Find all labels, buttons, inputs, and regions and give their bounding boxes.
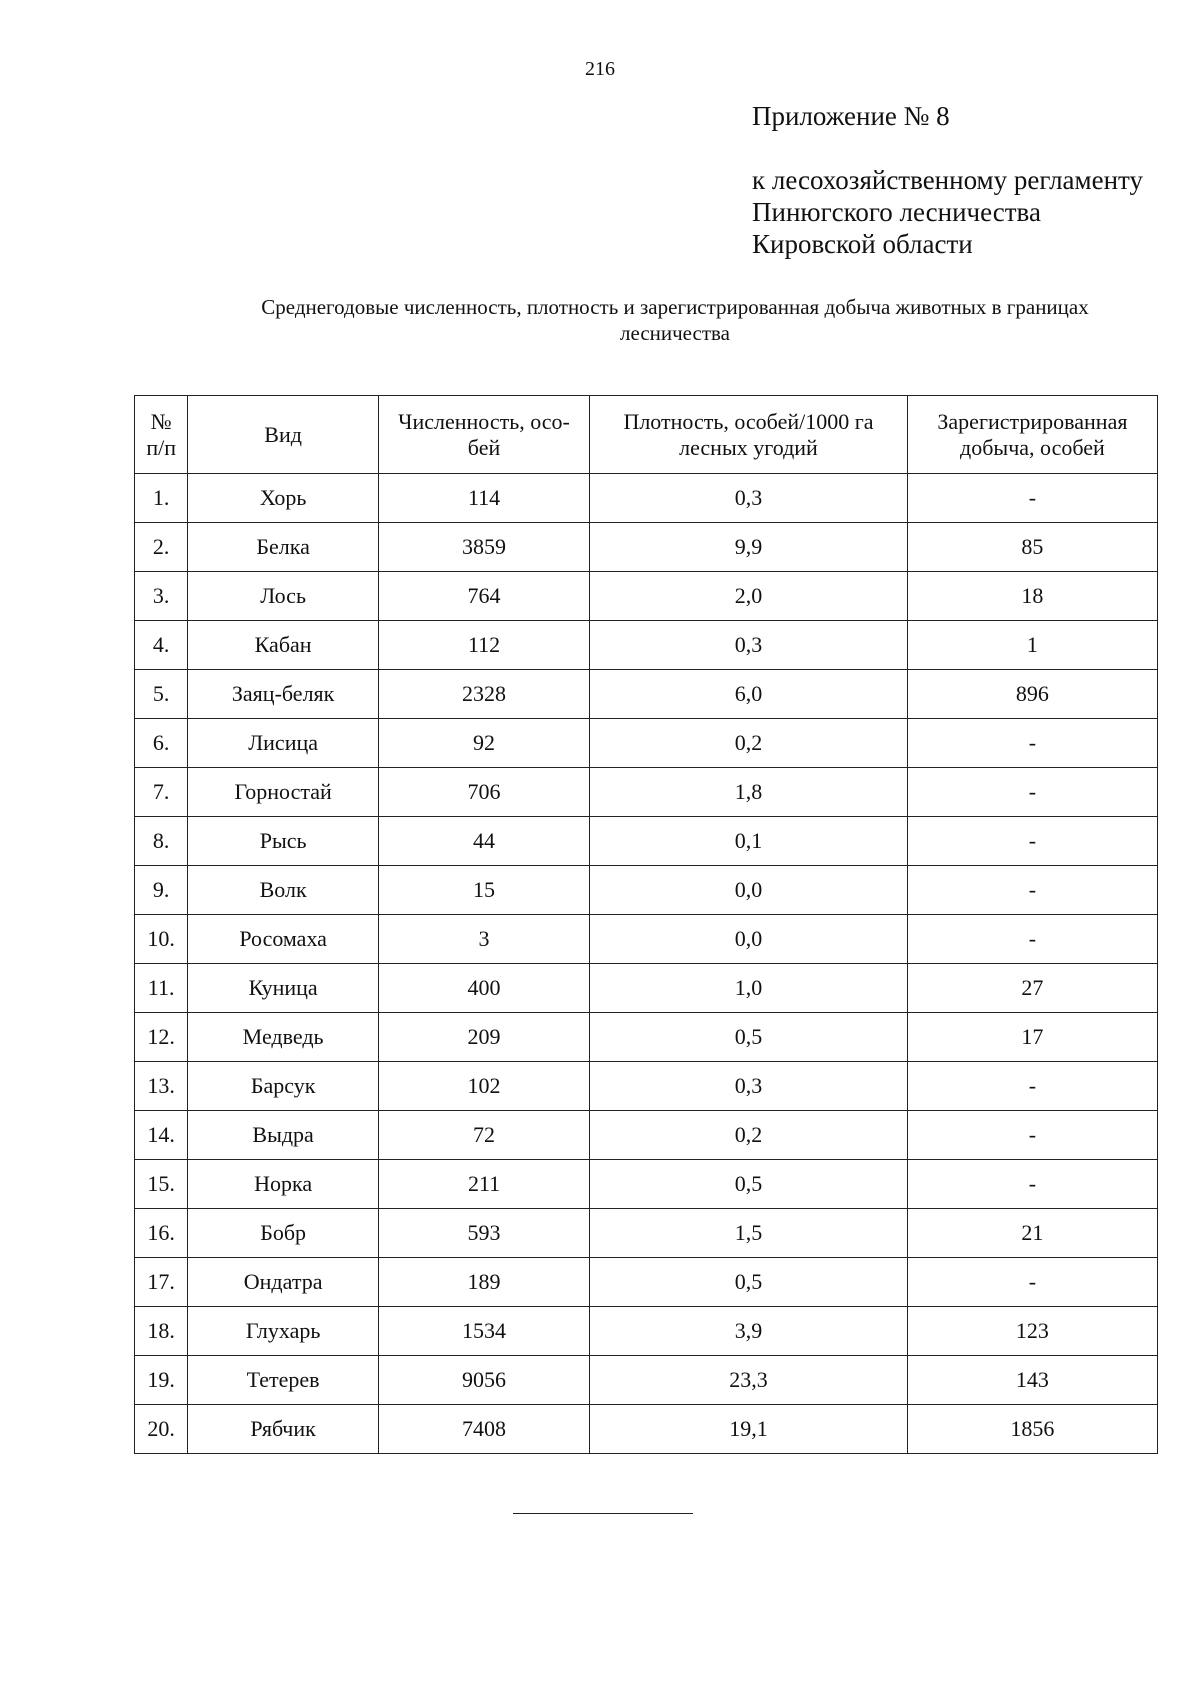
cell-num: 15. [135,1160,188,1209]
cell-num: 14. [135,1111,188,1160]
cell-species: Заяц-беляк [188,670,379,719]
cell-species: Барсук [188,1062,379,1111]
table-row [135,1062,1158,1111]
cell-harvest: 21 [907,1209,1157,1258]
cell-harvest: 1 [907,621,1157,670]
cell-num: 13. [135,1062,188,1111]
document-title-line: Среднегодовые численность, плотность и зарегистрированная добыча животных в границах [261,295,1089,319]
cell-num: 20. [135,1405,188,1454]
cell-harvest: - [907,1062,1157,1111]
header-density [590,396,908,474]
header-count [378,396,589,474]
table-row [135,768,1158,817]
table-row [135,866,1158,915]
cell-count: 9056 [378,1356,589,1405]
cell-harvest: - [907,817,1157,866]
cell-density: 23,3 [590,1356,908,1405]
header-count-line: Численность, осо- [398,408,570,434]
cell-species: Куница [188,964,379,1013]
header-number [135,396,188,474]
table-row [135,572,1158,621]
cell-harvest: 143 [907,1356,1157,1405]
cell-num: 17. [135,1258,188,1307]
cell-harvest: - [907,474,1157,523]
cell-num: 2. [135,523,188,572]
cell-num: 3. [135,572,188,621]
cell-species: Кабан [188,621,379,670]
cell-density: 0,3 [590,1062,908,1111]
table-row [135,1111,1158,1160]
cell-num: 18. [135,1307,188,1356]
appendix-title: Приложение № 8 [752,101,950,131]
cell-harvest: - [907,1258,1157,1307]
header-count-line: бей [467,434,501,460]
header-number-line: п/п [146,434,176,460]
cell-num: 1. [135,474,188,523]
cell-count: 114 [378,474,589,523]
cell-species: Лисица [188,719,379,768]
table-body [135,474,1158,1454]
page-number: 216 [585,58,615,80]
header-harvest [907,396,1157,474]
cell-density: 0,3 [590,621,908,670]
table-row [135,915,1158,964]
table-row [135,474,1158,523]
header-harvest-line: Зарегистрированная [937,408,1128,434]
cell-density: 9,9 [590,523,908,572]
appendix-line: Пинюгского лесничества [752,197,1041,227]
table-row [135,670,1158,719]
cell-num: 5. [135,670,188,719]
cell-count: 72 [378,1111,589,1160]
cell-density: 0,2 [590,1111,908,1160]
table-row [135,1405,1158,1454]
cell-density: 19,1 [590,1405,908,1454]
cell-species: Тетерев [188,1356,379,1405]
cell-count: 102 [378,1062,589,1111]
table-row [135,817,1158,866]
cell-num: 11. [135,964,188,1013]
wildlife-table [134,395,1158,1454]
table-header-row [135,396,1158,474]
cell-species: Рябчик [188,1405,379,1454]
cell-num: 9. [135,866,188,915]
cell-count: 400 [378,964,589,1013]
table-row [135,621,1158,670]
header-species: Вид [188,396,379,474]
cell-harvest: - [907,866,1157,915]
cell-count: 593 [378,1209,589,1258]
header-harvest-line: добыча, особей [960,434,1105,460]
cell-harvest: 18 [907,572,1157,621]
cell-count: 3 [378,915,589,964]
cell-count: 92 [378,719,589,768]
cell-density: 0,0 [590,915,908,964]
cell-harvest: - [907,719,1157,768]
cell-density: 0,1 [590,817,908,866]
cell-num: 19. [135,1356,188,1405]
cell-count: 189 [378,1258,589,1307]
cell-harvest: - [907,768,1157,817]
table-row [135,523,1158,572]
cell-count: 764 [378,572,589,621]
cell-species: Белка [188,523,379,572]
cell-count: 211 [378,1160,589,1209]
table-row [135,964,1158,1013]
cell-density: 1,8 [590,768,908,817]
cell-density: 3,9 [590,1307,908,1356]
cell-harvest: 1856 [907,1405,1157,1454]
cell-density: 0,0 [590,866,908,915]
cell-num: 6. [135,719,188,768]
cell-species: Рысь [188,817,379,866]
cell-count: 112 [378,621,589,670]
table-row [135,719,1158,768]
cell-num: 8. [135,817,188,866]
cell-count: 7408 [378,1405,589,1454]
cell-num: 7. [135,768,188,817]
cell-density: 1,5 [590,1209,908,1258]
cell-harvest: 17 [907,1013,1157,1062]
cell-species: Норка [188,1160,379,1209]
cell-num: 10. [135,915,188,964]
cell-density: 0,5 [590,1258,908,1307]
cell-count: 3859 [378,523,589,572]
cell-num: 16. [135,1209,188,1258]
cell-harvest: - [907,1111,1157,1160]
header-density-line: лесных угодий [679,434,818,460]
cell-density: 0,5 [590,1013,908,1062]
appendix-line: к лесохозяйственному регламенту [752,165,1143,195]
cell-species: Ондатра [188,1258,379,1307]
cell-species: Медведь [188,1013,379,1062]
cell-density: 0,2 [590,719,908,768]
cell-num: 4. [135,621,188,670]
header-density-line: Плотность, особей/1000 га [623,408,874,434]
table-row [135,1356,1158,1405]
cell-density: 6,0 [590,670,908,719]
cell-species: Выдра [188,1111,379,1160]
cell-species: Лось [188,572,379,621]
cell-count: 44 [378,817,589,866]
table-row [135,1307,1158,1356]
cell-harvest: 896 [907,670,1157,719]
cell-harvest: 123 [907,1307,1157,1356]
cell-num: 12. [135,1013,188,1062]
appendix-block [752,100,1143,260]
cell-species: Глухарь [188,1307,379,1356]
cell-density: 0,3 [590,474,908,523]
document-title [190,294,1160,346]
cell-count: 1534 [378,1307,589,1356]
cell-count: 15 [378,866,589,915]
cell-density: 2,0 [590,572,908,621]
cell-harvest: 85 [907,523,1157,572]
cell-species: Росомаха [188,915,379,964]
end-rule [513,1513,693,1514]
cell-density: 0,5 [590,1160,908,1209]
table-row [135,1258,1158,1307]
cell-species: Горностай [188,768,379,817]
header-number-line: № [150,408,172,434]
cell-count: 706 [378,768,589,817]
cell-density: 1,0 [590,964,908,1013]
cell-harvest: - [907,915,1157,964]
table-row [135,1209,1158,1258]
table-row [135,1013,1158,1062]
cell-count: 209 [378,1013,589,1062]
cell-species: Бобр [188,1209,379,1258]
table-row [135,1160,1158,1209]
cell-harvest: 27 [907,964,1157,1013]
cell-harvest: - [907,1160,1157,1209]
appendix-line: Кировской области [752,229,973,259]
cell-count: 2328 [378,670,589,719]
cell-species: Хорь [188,474,379,523]
document-title-line: лесничества [620,321,730,345]
cell-species: Волк [188,866,379,915]
